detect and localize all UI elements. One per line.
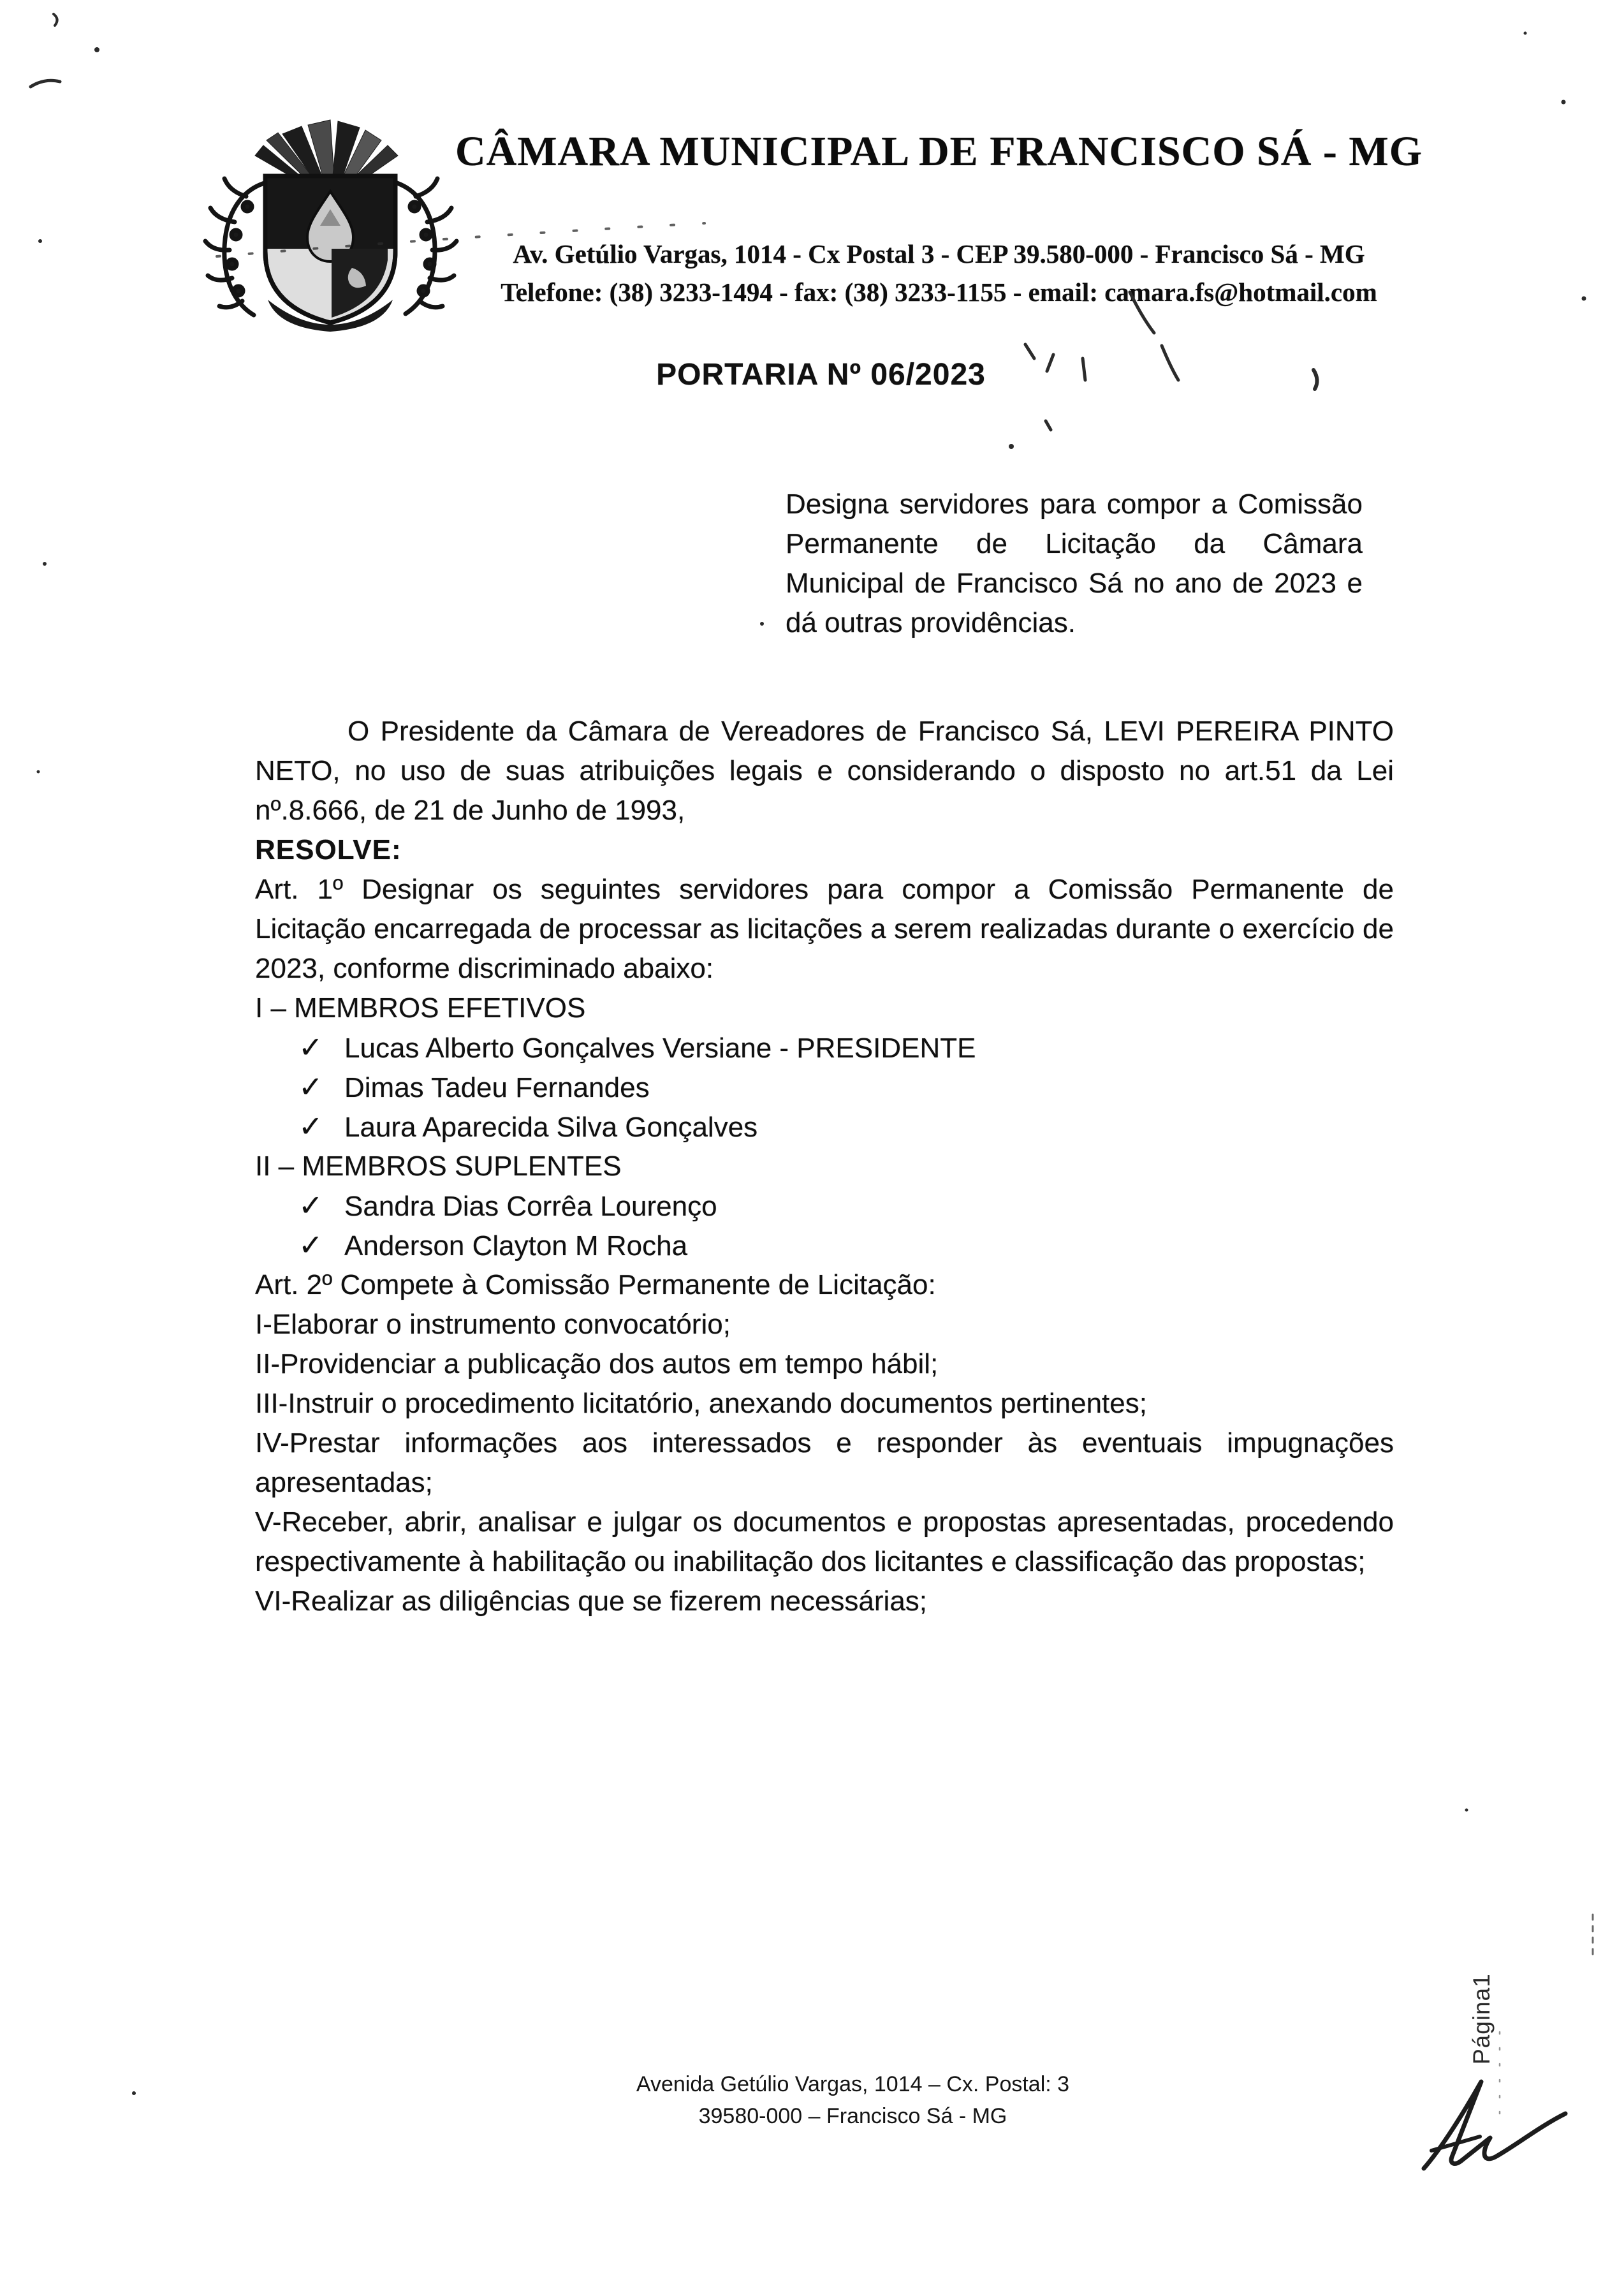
- document-body: [255, 712, 1394, 1621]
- article-2-item-2: II-Providenciar a publicação dos autos em tempo hábil;: [255, 1348, 939, 1380]
- footer: [0, 2068, 1610, 2132]
- member-list-item: [298, 1107, 1394, 1147]
- org-contact-line: Telefone: (38) 3233-1494 - fax: (38) 3233-1155 - email: camara.fs@hotmail.com: [501, 277, 1377, 307]
- member-name: Dimas Tadeu Fernandes: [344, 1072, 650, 1103]
- summary-paragraph: Designa servidores para compor a Comissão Permanente de Licitação da Câmara Municipal de Francisco Sá no ano de 2023 e dá outras providências.: [786, 489, 1363, 638]
- member-name: Sandra Dias Corrêa Lourenço: [344, 1191, 717, 1222]
- article-2-item-1: I-Elaborar o instrumento convocatório;: [255, 1309, 731, 1340]
- substitute-members-heading: II – MEMBROS SUPLENTES: [255, 1151, 622, 1182]
- shield: [265, 176, 395, 323]
- article-2-item-6: VI-Realizar as diligências que se fizerem necessárias;: [255, 1586, 928, 1617]
- resolve-heading: RESOLVE:: [255, 834, 402, 865]
- org-address-line: Av. Getúlio Vargas, 1014 - Cx Postal 3 - CEP 39.580-000 - Francisco Sá - MG: [513, 239, 1365, 269]
- checkmark-icon: ✓: [298, 1189, 323, 1222]
- article-2-item-4: IV-Prestar informações aos interessados e responder às eventuais impugnações apresentadas;: [255, 1427, 1394, 1498]
- member-list-item: [298, 1226, 1394, 1265]
- article-2-item-5: V-Receber, abrir, analisar e julgar os documentos e propostas apresentadas, procedendo respectivamente à habilitação ou inabilitação dos licitantes e classificação das propostas;: [255, 1506, 1394, 1577]
- page-number-vertical: Página1: [1468, 1973, 1495, 2064]
- checkmark-icon: ✓: [298, 1031, 323, 1064]
- org-address-block: [440, 235, 1438, 311]
- checkmark-icon: ✓: [298, 1110, 323, 1143]
- article-1-paragraph: Art. 1º Designar os seguintes servidores para compor a Comissão Permanente de Licitação encarregada de processar as licitações a serem realizadas durante o exercício de 2023, conforme discriminado abaixo:: [255, 874, 1394, 984]
- member-name: Anderson Clayton M Rocha: [344, 1230, 688, 1262]
- org-title: CÂMARA MUNICIPAL DE FRANCISCO SÁ - MG: [455, 128, 1423, 175]
- document-title: PORTARIA Nº 06/2023: [656, 358, 986, 392]
- letterhead: [440, 128, 1438, 311]
- member-list-item: [298, 1186, 1394, 1226]
- checkmark-icon: ✓: [298, 1070, 323, 1103]
- footer-address-line1: Avenida Getúlio Vargas, 1014 – Cx. Postal: 3: [636, 2072, 1070, 2096]
- member-name: Lucas Alberto Gonçalves Versiane - PRESIDENTE: [344, 1033, 976, 1064]
- member-name: Laura Aparecida Silva Gonçalves: [344, 1112, 758, 1143]
- substitute-members-list: [298, 1186, 1394, 1265]
- article-2-paragraph: Art. 2º Compete à Comissão Permanente de Licitação:: [255, 1269, 936, 1300]
- effective-members-list: [298, 1028, 1394, 1147]
- preamble-paragraph: O Presidente da Câmara de Vereadores de Francisco Sá, LEVI PEREIRA PINTO NETO, no uso de suas atribuições legais e considerando o disposto no art.51 da Lei nº.8.666, de 21 de Junho de 1993,: [255, 716, 1394, 826]
- checkmark-icon: ✓: [298, 1228, 323, 1262]
- handwritten-signature: [1419, 2061, 1572, 2186]
- member-list-item: [298, 1068, 1394, 1107]
- footer-address-line2: 39580-000 – Francisco Sá - MG: [698, 2104, 1007, 2128]
- article-2-item-3: III-Instruir o procedimento licitatório, anexando documentos pertinentes;: [255, 1388, 1147, 1419]
- effective-members-heading: I – MEMBROS EFETIVOS: [255, 992, 586, 1024]
- member-list-item: [298, 1028, 1394, 1068]
